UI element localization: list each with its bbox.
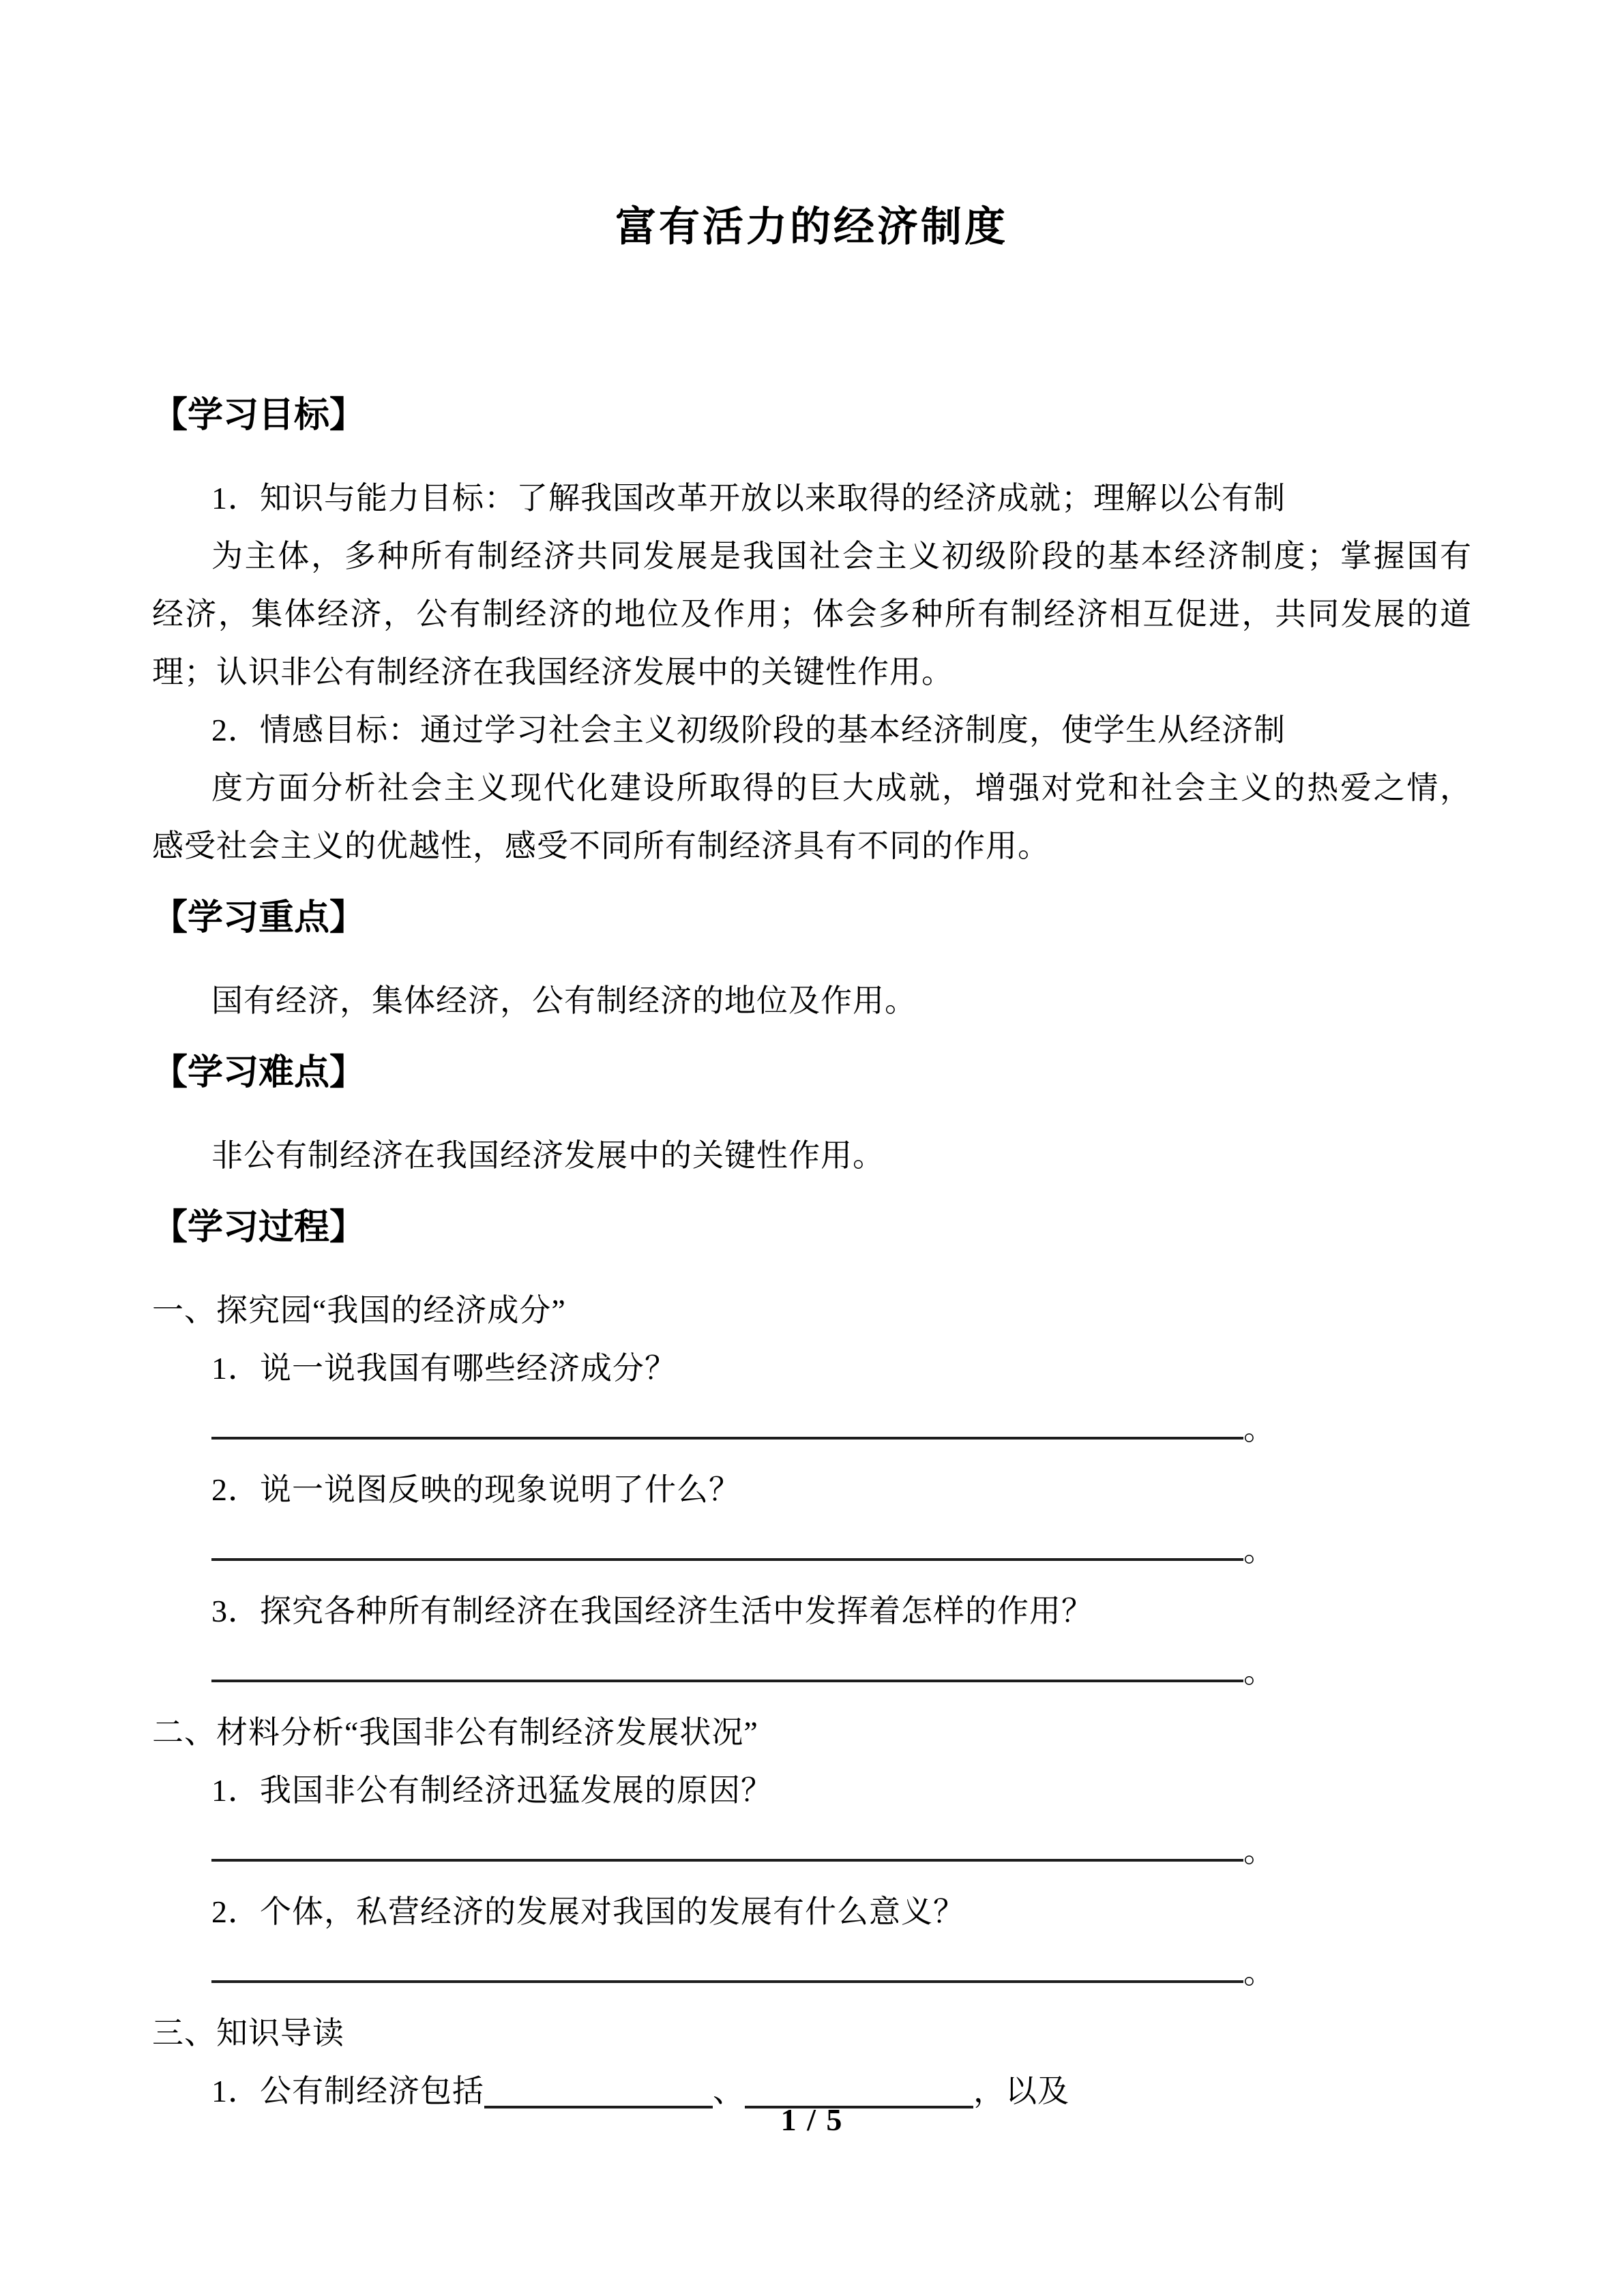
text-line: 3．探究各种所有制经济在我国经济生活中发挥着怎样的作用？ bbox=[211, 1594, 1093, 1628]
text-line: 2．说一说图反映的现象说明了什么？ bbox=[211, 1472, 741, 1507]
text-line: 1．我国非公有制经济迅猛发展的原因？ bbox=[211, 1773, 773, 1808]
section-heading: 【学习目标】 bbox=[152, 396, 366, 435]
doc-title: 富有活力的经济制度 bbox=[615, 205, 1008, 250]
answer-underline bbox=[211, 1437, 1243, 1440]
text-line: 1．知识与能力目标：了解我国改革开放以来取得的经济成就；理解以公有制 bbox=[211, 481, 1286, 516]
blank-end-punctuation: 。 bbox=[1243, 1955, 1275, 1990]
answer-underline bbox=[211, 1558, 1243, 1561]
answer-blank-line bbox=[152, 1819, 1471, 1883]
fill-line-text: ，以及 bbox=[973, 2074, 1069, 2108]
answer-underline bbox=[211, 1980, 1243, 1983]
text-line: 感受社会主义的优越性，感受不同所有制经济具有不同的作用。 bbox=[152, 829, 1050, 863]
fill-line-text: 、 bbox=[713, 2074, 745, 2108]
answer-underline bbox=[211, 1859, 1243, 1862]
text-line: 2．情感目标：通过学习社会主义初级阶段的基本经济制度，使学生从经济制 bbox=[211, 713, 1286, 747]
section-heading: 【学习难点】 bbox=[152, 1054, 366, 1092]
section-heading: 【学习重点】 bbox=[152, 899, 366, 938]
blank-end-punctuation: 。 bbox=[1243, 1654, 1275, 1689]
text-line: 国有经济，集体经济，公有制经济的地位及作用。 bbox=[211, 983, 917, 1018]
text-line: 二、材料分析“我国非公有制经济发展状况” bbox=[152, 1715, 758, 1750]
fill-line-text: 1．公有制经济包括 bbox=[211, 2074, 484, 2108]
text-line: 为主体，多种所有制经济共同发展是我国社会主义初级阶段的基本经济制度；掌握国有 bbox=[211, 539, 1471, 573]
text-line: 1．说一说我国有哪些经济成分？ bbox=[211, 1351, 677, 1386]
answer-blank-line bbox=[152, 1397, 1471, 1461]
blank-end-punctuation: 。 bbox=[1243, 1533, 1275, 1568]
answer-underline bbox=[211, 1680, 1243, 1682]
text-line: 2．个体，私营经济的发展对我国的发展有什么意义？ bbox=[211, 1894, 965, 1929]
page-number: 1 / 5 bbox=[780, 2102, 844, 2137]
text-line: 一、探究园“我国的经济成分” bbox=[152, 1293, 566, 1328]
text-line: 非公有制经济在我国经济发展中的关键性作用。 bbox=[211, 1138, 885, 1173]
text-line: 度方面分析社会主义现代化建设所取得的巨大成就，增强对党和社会主义的热爱之情， bbox=[211, 771, 1471, 805]
document-content bbox=[0, 202, 1624, 2120]
blank-end-punctuation: 。 bbox=[1243, 1412, 1275, 1446]
blank-end-punctuation: 。 bbox=[1243, 1834, 1275, 1868]
section-heading: 【学习过程】 bbox=[152, 1208, 366, 1247]
answer-blank-line bbox=[152, 1640, 1471, 1703]
text-line: 经济，集体经济，公有制经济的地位及作用；体会多种所有制经济相互促进，共同发展的道 bbox=[152, 597, 1471, 631]
answer-blank-line bbox=[152, 1941, 1471, 2004]
text-line: 理；认识非公有制经济在我国经济发展中的关键性作用。 bbox=[152, 655, 954, 689]
text-line: 三、知识导读 bbox=[152, 2016, 344, 2051]
answer-blank-line bbox=[152, 1519, 1471, 1582]
